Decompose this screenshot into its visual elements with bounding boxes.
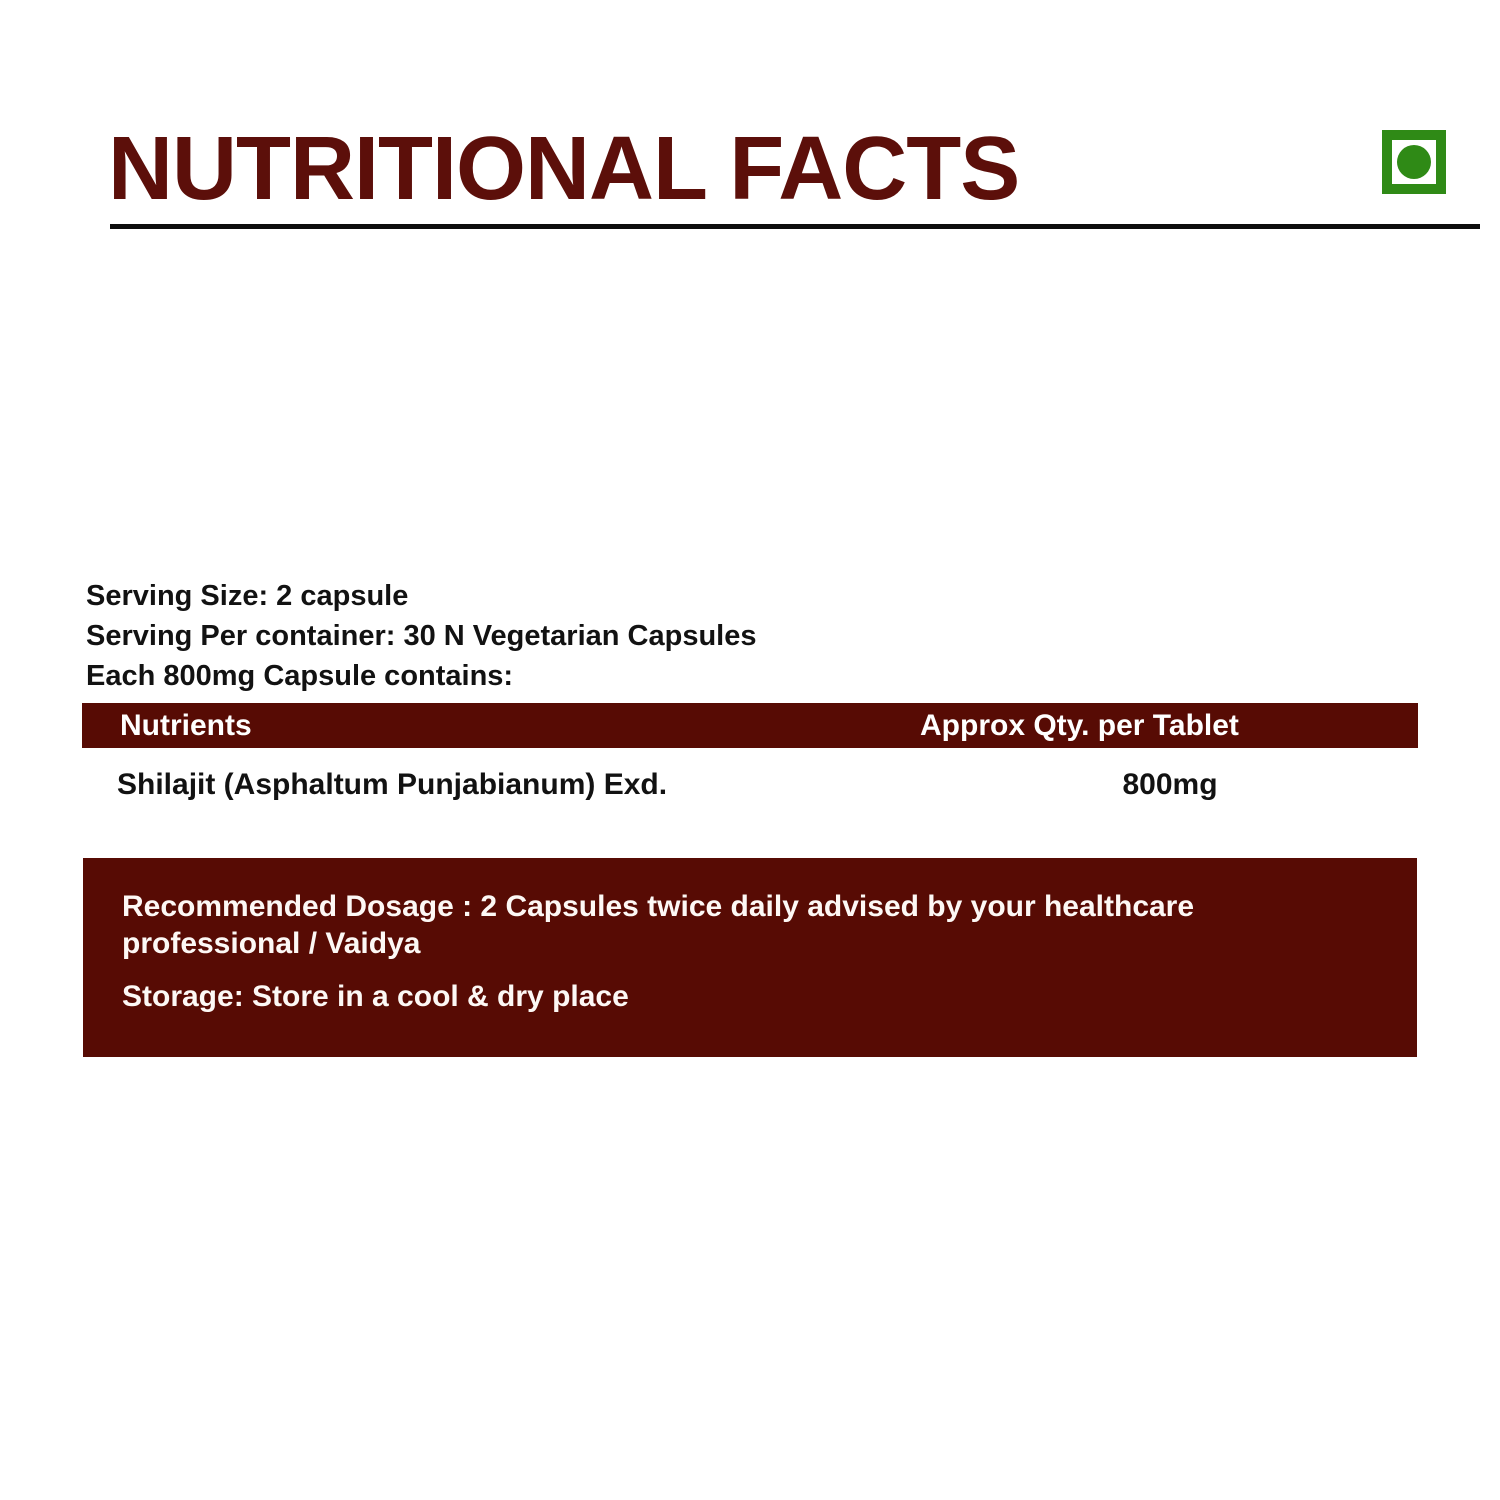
table-row (0, 768, 1500, 808)
nutrient-name: Shilajit (Asphaltum Punjabianum) Exd. (117, 768, 668, 801)
title-underline (110, 224, 1480, 229)
page-title: NUTRITIONAL FACTS (108, 119, 1020, 219)
vegetarian-dot-icon (1397, 145, 1431, 179)
serving-info (86, 576, 756, 696)
column-header-nutrients: Nutrients (120, 709, 252, 742)
dosage-line-1: Recommended Dosage : 2 Capsules twice daily advised by your healthcare (122, 890, 1195, 923)
column-header-approx-qty: Approx Qty. per Tablet (920, 709, 1239, 742)
serving-size-text: Serving Size: 2 capsule (86, 580, 409, 612)
dosage-storage-box (83, 858, 1417, 1057)
storage-note-text: Storage: Store in a cool & dry place (122, 980, 629, 1013)
nutrient-quantity: 800mg (1122, 768, 1218, 801)
capsule-contains-text: Each 800mg Capsule contains: (86, 660, 514, 692)
dosage-line-2: professional / Vaidya (122, 927, 421, 960)
serving-per-container-text: Serving Per container: 30 N Vegetarian Capsules (86, 620, 757, 652)
recommended-dosage-text (122, 888, 1377, 962)
nutrients-table-header (82, 703, 1418, 748)
vegetarian-mark-icon (1382, 130, 1446, 194)
